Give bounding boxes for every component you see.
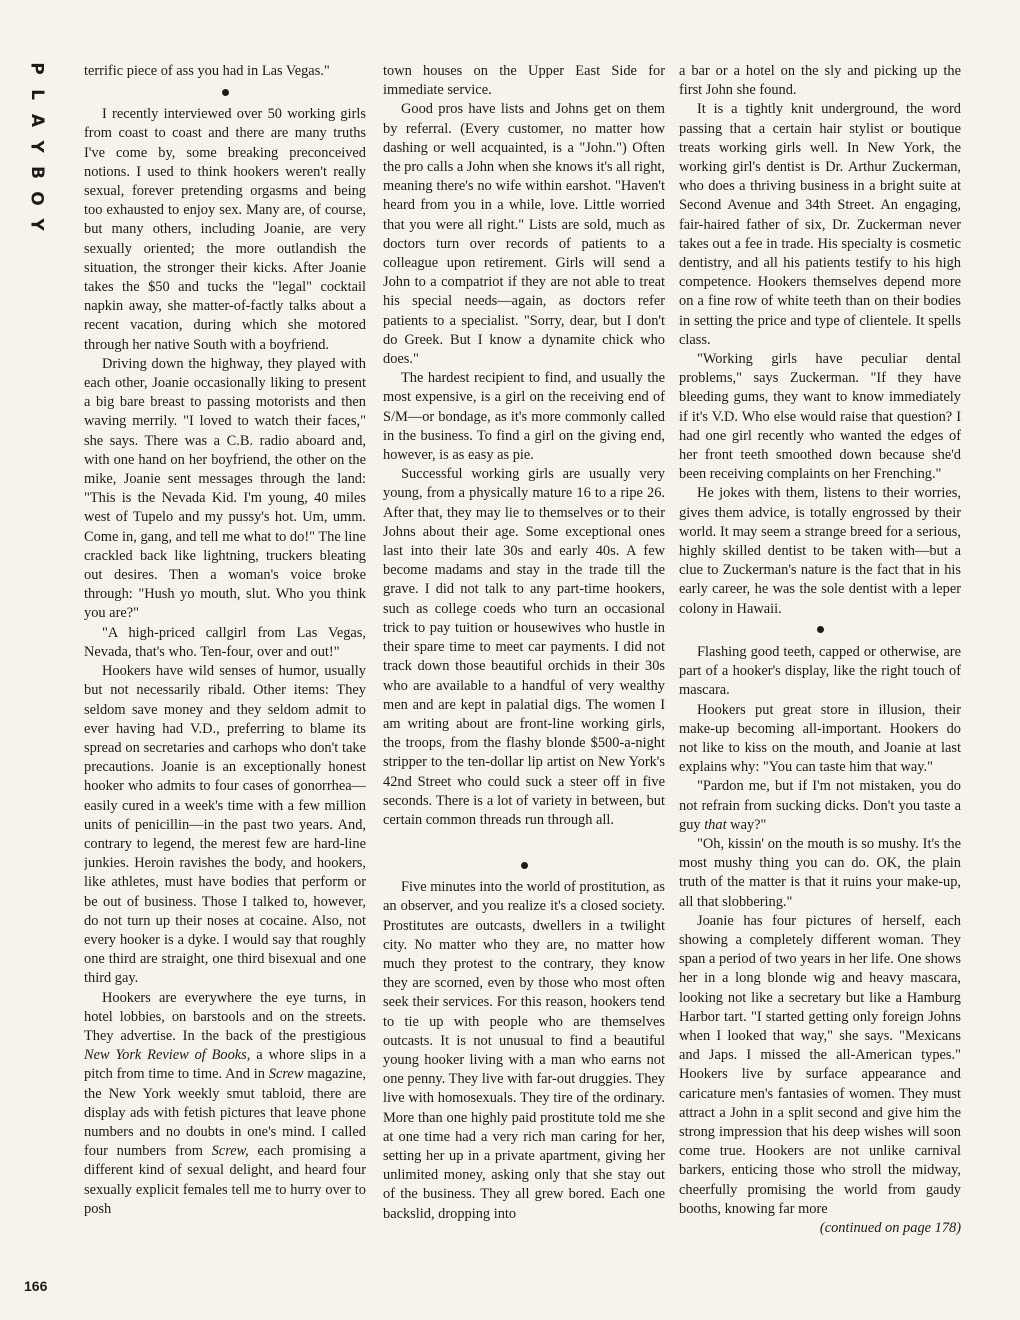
paragraph: Successful working girls are usually very young, from a physically mature 16 to a ripe 26. After that, they may lie to themselves or to their Johns about their age. Some exceptional ones last into their late 30s and early 40s. A few become madams and stay in the trade till the grave. I did not talk to any part-time hookers, such as college coeds who turn an occasional trick to pay tuition or housewives who hustle in their spare time to meet car payments. I did not track down those beautiful orchids in their 30s who are available to a handful of very wealthy men and are kept in palatial digs. The women I am writing about are front-line working girls, the troops, from the flashy blonde $500-a-night stripper to the ten-dollar lip artist on New York's 42nd Street who could suck a steer off in five seconds. There is a lot of variety in between, but certain common threads run through all. <box>383 466 665 828</box>
paragraph: Hookers put great store in illusion, their make-up becoming all-important. Hookers do not like to kiss on the mouth, and Joanie at last explains why: "You can taste him that way." <box>679 701 961 776</box>
paragraph: "A high-priced callgirl from Las Vegas, Nevada, that's who. Ten-four, over and out!" <box>84 624 366 660</box>
paragraph: Good pros have lists and Johns get on them by referral. (Every customer, no matter how dashing or well acquainted, is a "John.") Often the pro calls a John when she knows it's all right, meaning there's no wife within earshot. "Haven't heard from you in a while, love. Little worried that you were all right." Lists are sold, much as doctors turn over records of patients to a colleague upon retirement. Girls will send a John to a compatriot if they are not able to treat his special needs—again, as doctors refer patients to a specialist. "Sorry, dear, but I don't do Greek. But I know a dynamite chick who does." <box>383 101 665 368</box>
masthead-letter: Y <box>27 218 47 232</box>
magazine-masthead-vertical <box>24 56 50 238</box>
paragraph: Flashing good teeth, capped or otherwise, are part of a hooker's display, like the right touch of mascara. <box>679 643 961 699</box>
masthead-letter: B <box>27 166 47 180</box>
paragraph: Hookers have wild senses of humor, usually but not necessarily ribald. Other items: They seldom save money and they seldom admit to ever having had V.D., preferring to blame its spread on secretaries and carhops who don't take precautions. Joanie is an exceptionally honest hooker who admits to four cases of gonorrhea—easily cured in a week's time with a few million units of penicillin—in the past two years. And, contrary to legend, the merest few are hard-line junkies. Heroin ravishes the body, and hookers, like athletes, must have bodies that perform or be out of business. Those I talked to, however, do not turn up their noses at cocaine. Also, not every hooker is a dyke. I would say that roughly one third are straight, one third bisexual and one third gay. <box>84 663 366 987</box>
continued-on-note <box>679 1219 961 1238</box>
section-break-bullet <box>383 856 665 874</box>
continued-text: (continued on page 178) <box>819 1219 961 1236</box>
paragraph: Joanie has four pictures of herself, each showing a completely different woman. They span a period of two years in her life. One shows her in a long blonde wig and heavy mascara, looking not like a secretary but like a Hamburg Harbor tart. "I started getting only foreign Johns when I looked that way," she says. "Mexicans and Japs. I missed the all-American types." Hookers live by surface appearance and caricature men's fantasies of women. They must attract a John in a split second and give him the strong impression that his deep wishes will soon come true. Hookers are not unlike carnival barkers, enticing those who stroll the midway, cheerfully promising the world from gaudy booths, knowing far more <box>679 912 961 1217</box>
paragraph: He jokes with them, listens to their worries, gives them advice, is totally engrossed by their world. It may seem a strange breed for a serious, highly skilled dentist to be taken with—but a clue to Zuckerman's nature is the fact that in his early career, he was the sole dentist with a leper colony in Hawaii. <box>679 485 961 617</box>
emphasized-word: that <box>704 816 727 833</box>
paragraph <box>84 989 366 1219</box>
section-break-bullet <box>679 621 961 639</box>
masthead-letter: A <box>26 113 47 129</box>
paragraph: "Working girls have peculiar dental problems," says Zuckerman. "If they have bleeding gums, they want to know immediately if it's V.D. Who else would raise that question? I had one girl recently who wanted the edges of her front teeth smoothed down because she'd been receiving complaints on her Frenching." <box>679 351 961 483</box>
text-run: each promising a different kind of sexual delight, and heard four sexually explicit females tell me to hurry over to posh <box>84 1143 366 1217</box>
article-column-3 <box>679 62 961 1292</box>
publication-title: New York Review of Books, <box>84 1047 251 1064</box>
publication-title: Screw <box>268 1066 304 1083</box>
text-run: Hookers are everywhere the eye turns, in hotel lobbies, on barstools and on the streets. They advertise. In the back of the prestigious <box>84 989 366 1044</box>
text-run: "Pardon me, but if I'm not mistaken, you do not refrain from sucking dicks. Don't you taste a guy <box>679 778 961 833</box>
paragraph: "Oh, kissin' on the mouth is so mushy. It's the most mushy thing you can do. OK, the plain truth of the matter is that it ruins your make-up, all that slobbering." <box>679 835 961 910</box>
article-column-2 <box>383 62 665 1292</box>
masthead-letter: Y <box>27 140 47 154</box>
text-run: way?" <box>726 816 767 833</box>
article-column-1 <box>84 62 366 1292</box>
text-run: a whore slips in a pitch from time to time. And in <box>84 1047 366 1083</box>
paragraph: Driving down the highway, they played with each other, Joanie occasionally liking to present a big bare breast to passing motorists and then waving merrily. "I loved to watch their faces," she says. There was a C.B. radio aboard and, with one hand on her boyfriend, the other on the mike, Joanie sent messages through the land: "This is the Nevada Kid. I'm young, 40 miles west of Tupelo and my pussy's hot. Um, umm. Come in, gang, and tell me what to do!" The line crackled back like lightning, truckers bleating out desires. Then a woman's voice broke through: "Hush yo mouth, slut. Who you think you are?" <box>84 355 366 622</box>
paragraph: terrific piece of ass you had in Las Vegas." <box>84 63 330 79</box>
paragraph: It is a tightly knit underground, the word passing that a certain hair stylist or boutique treats working girls well. In New York, the working girl's dentist is Dr. Arthur Zuckerman, who does a thriving business in a bright suite at Second Avenue and 34th Street. An engaging, fair-haired father of six, Dr. Zuckerman never takes out a fee in trade. His specialty is cosmetic dentistry, and all his patients testify to his high competence. Hookers themselves depend more on a fine row of white teeth than on their bodies in setting the price and type of clientele. It spells class. <box>679 101 961 348</box>
paragraph: town houses on the Upper East Side for immediate service. <box>383 63 665 99</box>
paragraph: a bar or a hotel on the sly and picking up the first John she found. <box>679 63 961 99</box>
paragraph: Five minutes into the world of prostitution, as an observer, and you realize it's a closed society. Prostitutes are outcasts, dwellers in a twilight city. No matter who they are, no matter how much they protest to the contrary, they know they are scorned, even by those who most often seek their services. For this reason, hookers tend to tie up with people who are themselves outcasts. It is not unusual to find a beautiful young hooker living with a man who earns not one penny. They live with far-out druggies. They live with homosexuals. They tire of the ordinary. More than one highly paid prostitute told me she at one time had a very rich man caring for her, setting her up in a private apartment, giving her unlimited money, asking only that she stay out of the business. They all grew bored. Each one backslid, dropping into <box>383 879 665 1222</box>
masthead-letter: L <box>27 89 47 101</box>
paragraph <box>679 777 961 835</box>
publication-title: Screw, <box>211 1143 249 1160</box>
masthead-letter: P <box>27 62 47 76</box>
paragraph: The hardest recipient to find, and usually the most expensive, is a girl on the receiving end of S/M—or bondage, as it's more commonly called in the business. To find a girl on the giving end, however, is as easy as pie. <box>383 370 665 464</box>
masthead-letter: O <box>26 191 47 207</box>
text-run: magazine, the New York weekly smut tabloid, there are display ads with fetish pictures that leave phone numbers and no doubts in one's mind. I called four numbers from <box>84 1066 366 1160</box>
paragraph: I recently interviewed over 50 working girls from coast to coast and there are many truths I've come by, some breaking preconceived notions. I used to think hookers weren't really sexual, forever pretending orgasms and being too exhausted to enjoy sex. Many are, of course, but many others, including Joanie, are very sexually oriented; the more outlandish the situation, the stronger their kicks. After Joanie takes the $50 and tucks the "legal" cocktail napkin away, she matter-of-factly talks about a recent vacation, during which she motored through her native South with a boyfriend. <box>84 106 366 353</box>
section-break-bullet <box>84 83 366 101</box>
page-number: 166 <box>24 1278 48 1294</box>
